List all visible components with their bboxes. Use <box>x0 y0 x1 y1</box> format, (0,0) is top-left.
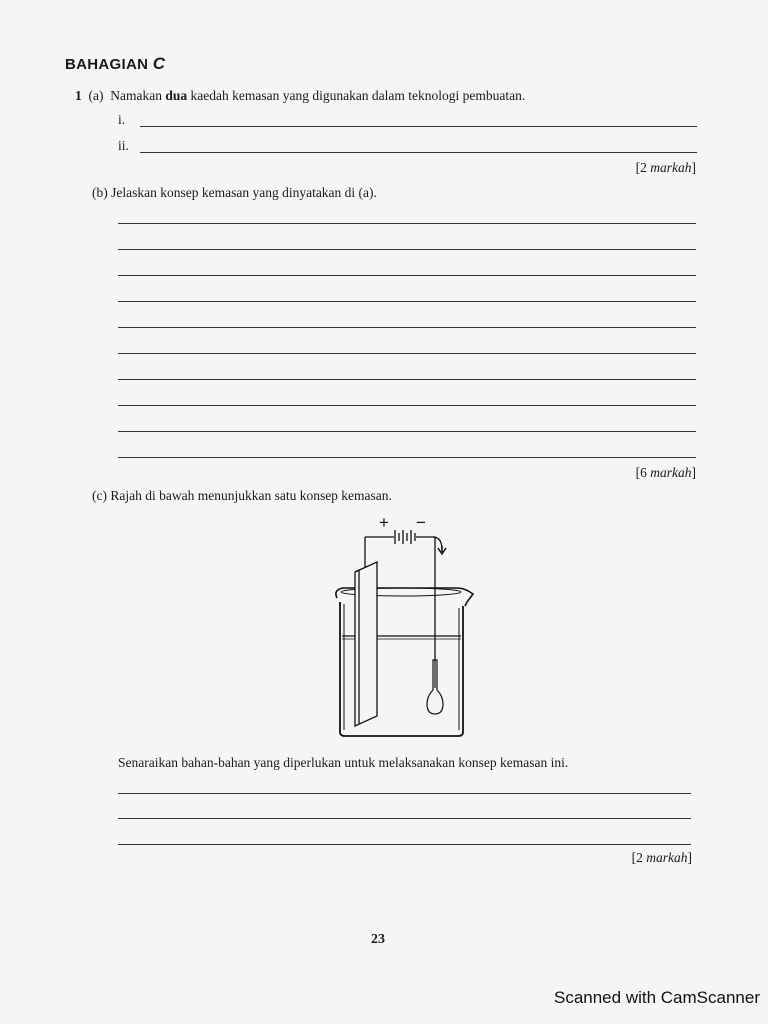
section-title: BAHAGIAN C <box>65 54 166 73</box>
negative-terminal-label: − <box>416 513 426 532</box>
answer-line[interactable] <box>118 379 696 380</box>
page-number: 23 <box>371 932 385 947</box>
answer-line[interactable] <box>118 793 691 794</box>
current-arrow-icon <box>438 546 446 554</box>
answer-line[interactable] <box>118 275 696 276</box>
answer-line[interactable] <box>140 152 697 153</box>
scanner-watermark: Scanned with CamScanner <box>553 988 760 1007</box>
marks-1b: [6 markah] <box>635 465 696 480</box>
marks-1a: [2 markah] <box>635 160 696 175</box>
question-1c: (c) Rajah di bawah menunjukkan satu konsep kemasan. <box>92 488 392 503</box>
answer-line[interactable] <box>118 301 696 302</box>
answer-line[interactable] <box>140 126 697 127</box>
spoon-icon <box>427 660 443 714</box>
answer-line[interactable] <box>118 327 696 328</box>
electroplating-diagram <box>315 510 495 745</box>
answer-line[interactable] <box>118 844 691 845</box>
answer-line[interactable] <box>118 353 696 354</box>
marks-1c: [2 markah] <box>631 850 692 865</box>
battery-icon <box>365 530 433 544</box>
answer-line[interactable] <box>118 457 696 458</box>
question-1c-instruction: Senaraikan bahan-bahan yang diperlukan untuk melaksanakan konsep kemasan ini. <box>118 755 569 770</box>
answer-label-i: i. <box>118 112 126 127</box>
answer-line[interactable] <box>118 249 696 250</box>
question-1a: 1 (a) Namakan dua kaedah kemasan yang digunakan dalam teknologi pembuatan. <box>75 88 526 103</box>
answer-line[interactable] <box>118 431 696 432</box>
question-1b: (b) Jelaskan konsep kemasan yang dinyatakan di (a). <box>92 185 377 200</box>
answer-line[interactable] <box>118 223 696 224</box>
answer-line[interactable] <box>118 405 696 406</box>
answer-line[interactable] <box>118 818 691 819</box>
anode-plate <box>355 562 377 726</box>
answer-label-ii: ii. <box>118 138 129 153</box>
question-number: 1 <box>75 88 82 103</box>
positive-terminal-label: + <box>379 513 389 532</box>
